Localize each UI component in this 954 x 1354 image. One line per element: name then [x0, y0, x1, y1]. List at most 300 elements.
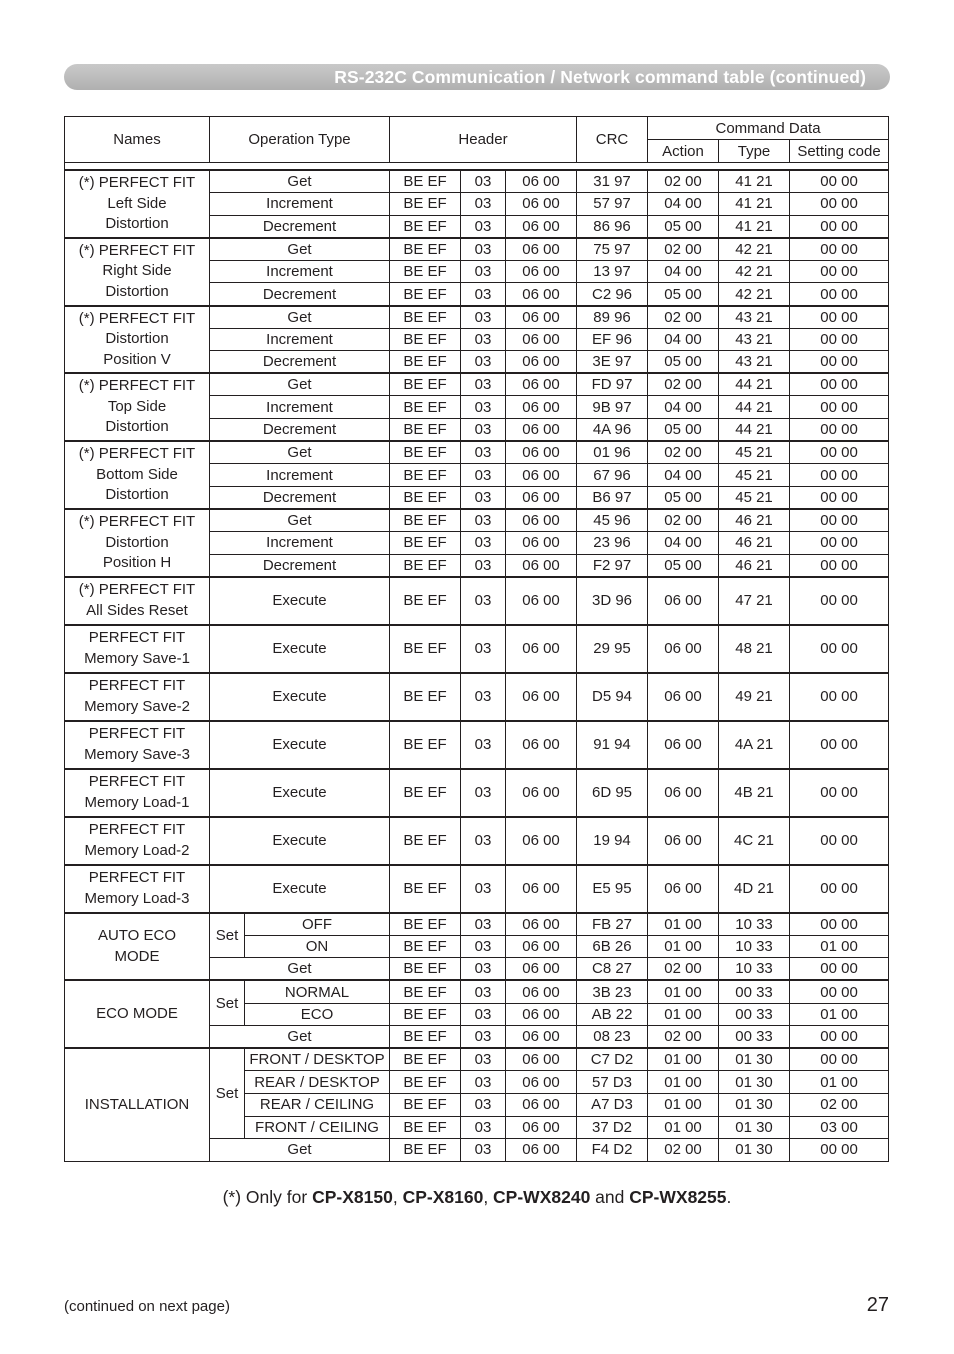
- type-value: 45 21: [719, 441, 790, 464]
- header-byte-3: 06 00: [506, 486, 577, 509]
- header-byte-1: BE EF: [390, 958, 461, 981]
- header-byte-1: BE EF: [390, 373, 461, 396]
- operation-type: Execute: [210, 817, 390, 865]
- type-value: 4C 21: [719, 817, 790, 865]
- setting-code-value: 00 00: [790, 170, 889, 193]
- header-byte-2: 03: [461, 193, 506, 216]
- header-byte-2: 03: [461, 373, 506, 396]
- crc-value: 67 96: [577, 464, 648, 487]
- setting-code-value: 00 00: [790, 419, 889, 442]
- table-row: [65, 721, 889, 769]
- header-byte-1: BE EF: [390, 193, 461, 216]
- header-byte-3: 06 00: [506, 913, 577, 936]
- row-name-line: PERFECT FIT: [88, 773, 186, 791]
- row-name: [65, 625, 210, 673]
- type-value: 10 33: [719, 913, 790, 936]
- crc-value: 08 23: [577, 1026, 648, 1049]
- setting-code-value: 00 00: [790, 283, 889, 306]
- type-value: 00 33: [719, 980, 790, 1003]
- setting-code-value: 00 00: [790, 215, 889, 238]
- header-byte-2: 03: [461, 1003, 506, 1026]
- header-byte-3: 06 00: [506, 396, 577, 419]
- header-byte-1: BE EF: [390, 396, 461, 419]
- row-name-line: PERFECT FIT: [88, 869, 186, 887]
- model-name: CP-WX8240: [493, 1187, 591, 1207]
- setting-code-value: 00 00: [790, 328, 889, 351]
- header-byte-3: 06 00: [506, 464, 577, 487]
- crc-value: 37 D2: [577, 1116, 648, 1139]
- header-byte-1: BE EF: [390, 673, 461, 721]
- row-name-line: (*) PERFECT FIT: [78, 309, 196, 327]
- header-byte-2: 03: [461, 351, 506, 374]
- operation-type: Execute: [210, 865, 390, 913]
- setting-code-value: 01 00: [790, 935, 889, 958]
- row-name-line: Memory Load-1: [84, 793, 190, 811]
- crc-value: B6 97: [577, 486, 648, 509]
- set-label: Set: [210, 1048, 245, 1138]
- row-name-line: ECO MODE: [96, 1005, 178, 1023]
- set-label: Set: [210, 913, 245, 958]
- header-byte-3: 06 00: [506, 1093, 577, 1116]
- header-byte-3: 06 00: [506, 419, 577, 442]
- header-byte-2: 03: [461, 1048, 506, 1071]
- crc-value: 9B 97: [577, 396, 648, 419]
- crc-value: 23 96: [577, 532, 648, 555]
- table-row: [65, 441, 889, 464]
- type-value: 44 21: [719, 419, 790, 442]
- setting-code-value: 00 00: [790, 193, 889, 216]
- header-byte-3: 06 00: [506, 170, 577, 193]
- type-value: 46 21: [719, 509, 790, 532]
- type-value: 10 33: [719, 935, 790, 958]
- section-banner: RS-232C Communication / Network command table (continued): [64, 64, 890, 90]
- header-byte-2: 03: [461, 958, 506, 981]
- row-name: [65, 980, 210, 1048]
- crc-value: F2 97: [577, 554, 648, 577]
- header-byte-3: 06 00: [506, 509, 577, 532]
- row-name-line: Left Side: [107, 194, 167, 212]
- header-byte-2: 03: [461, 419, 506, 442]
- setting-code-value: 00 00: [790, 1048, 889, 1071]
- crc-value: A7 D3: [577, 1093, 648, 1116]
- header-byte-3: 06 00: [506, 532, 577, 555]
- header-byte-2: 03: [461, 260, 506, 283]
- action-value: 05 00: [648, 554, 719, 577]
- header-byte-2: 03: [461, 441, 506, 464]
- action-value: 05 00: [648, 215, 719, 238]
- continued-note: (continued on next page): [64, 1298, 230, 1315]
- header-byte-2: 03: [461, 396, 506, 419]
- row-name-line: PERFECT FIT: [88, 629, 186, 647]
- operation-type: Execute: [210, 673, 390, 721]
- row-name-line: PERFECT FIT: [88, 725, 186, 743]
- header-byte-2: 03: [461, 721, 506, 769]
- table-row: [65, 306, 889, 329]
- table-row: [65, 913, 889, 936]
- header-byte-1: BE EF: [390, 721, 461, 769]
- command-table: [64, 116, 889, 1162]
- action-value: 06 00: [648, 769, 719, 817]
- type-value: 48 21: [719, 625, 790, 673]
- action-value: 01 00: [648, 1116, 719, 1139]
- header-byte-3: 06 00: [506, 306, 577, 329]
- operation-type: Decrement: [210, 419, 390, 442]
- crc-value: 6B 26: [577, 935, 648, 958]
- operation-type: ECO: [245, 1003, 390, 1026]
- operation-type: Get: [210, 958, 390, 981]
- header-byte-3: 06 00: [506, 373, 577, 396]
- action-value: 01 00: [648, 1071, 719, 1094]
- header-byte-2: 03: [461, 1139, 506, 1162]
- row-name-line: (*) PERFECT FIT: [78, 174, 196, 192]
- action-value: 01 00: [648, 1093, 719, 1116]
- header-byte-1: BE EF: [390, 554, 461, 577]
- operation-type: Increment: [210, 532, 390, 555]
- header-byte-3: 06 00: [506, 283, 577, 306]
- row-name-line: PERFECT FIT: [88, 677, 186, 695]
- operation-type: Increment: [210, 260, 390, 283]
- type-value: 43 21: [719, 306, 790, 329]
- crc-value: 3B 23: [577, 980, 648, 1003]
- operation-type: REAR / DESKTOP: [245, 1071, 390, 1094]
- crc-value: 91 94: [577, 721, 648, 769]
- action-value: 01 00: [648, 1048, 719, 1071]
- row-name-line: (*) PERFECT FIT: [78, 377, 196, 395]
- crc-value: 86 96: [577, 215, 648, 238]
- type-value: 4B 21: [719, 769, 790, 817]
- setting-code-value: 00 00: [790, 509, 889, 532]
- header-byte-1: BE EF: [390, 351, 461, 374]
- operation-type: Execute: [210, 625, 390, 673]
- action-value: 06 00: [648, 817, 719, 865]
- header-byte-1: BE EF: [390, 935, 461, 958]
- crc-value: E5 95: [577, 865, 648, 913]
- setting-code-value: 01 00: [790, 1003, 889, 1026]
- table-row: [65, 577, 889, 625]
- footnote-separator: and: [590, 1187, 630, 1207]
- setting-code-value: 00 00: [790, 238, 889, 261]
- type-value: 01 30: [719, 1116, 790, 1139]
- header-byte-1: BE EF: [390, 1026, 461, 1049]
- header-header: Header: [390, 117, 577, 163]
- header-byte-2: 03: [461, 577, 506, 625]
- header-byte-3: 06 00: [506, 441, 577, 464]
- header-byte-2: 03: [461, 464, 506, 487]
- action-value: 02 00: [648, 306, 719, 329]
- crc-value: C2 96: [577, 283, 648, 306]
- crc-value: 57 97: [577, 193, 648, 216]
- crc-value: C8 27: [577, 958, 648, 981]
- crc-value: C7 D2: [577, 1048, 648, 1071]
- type-value: 46 21: [719, 532, 790, 555]
- header-byte-3: 06 00: [506, 980, 577, 1003]
- header-byte-2: 03: [461, 215, 506, 238]
- header-byte-1: BE EF: [390, 260, 461, 283]
- setting-code-value: 00 00: [790, 1139, 889, 1162]
- action-value: 01 00: [648, 913, 719, 936]
- header-byte-2: 03: [461, 532, 506, 555]
- type-value: 4D 21: [719, 865, 790, 913]
- setting-code-value: 00 00: [790, 373, 889, 396]
- header-action: Action: [648, 140, 719, 163]
- operation-type: OFF: [245, 913, 390, 936]
- header-byte-1: BE EF: [390, 865, 461, 913]
- row-name-line: PERFECT FIT: [88, 821, 186, 839]
- header-byte-2: 03: [461, 238, 506, 261]
- row-name-line: Bottom Side: [96, 465, 178, 483]
- header-byte-1: BE EF: [390, 577, 461, 625]
- operation-type: Increment: [210, 328, 390, 351]
- row-name-line: (*) PERFECT FIT: [78, 241, 196, 259]
- action-value: 02 00: [648, 238, 719, 261]
- row-name-line: (*) PERFECT FIT: [78, 581, 196, 599]
- table-row: [65, 238, 889, 261]
- operation-type: FRONT / CEILING: [245, 1116, 390, 1139]
- operation-type: Decrement: [210, 486, 390, 509]
- header-byte-2: 03: [461, 1093, 506, 1116]
- setting-code-value: 00 00: [790, 532, 889, 555]
- header-byte-1: BE EF: [390, 1116, 461, 1139]
- row-name: [65, 1048, 210, 1161]
- row-name-line: Right Side: [102, 262, 172, 280]
- row-name: [65, 238, 210, 306]
- crc-value: 3E 97: [577, 351, 648, 374]
- row-name: [65, 721, 210, 769]
- row-name-line: Distortion: [105, 418, 169, 436]
- setting-code-value: 00 00: [790, 769, 889, 817]
- type-value: 41 21: [719, 170, 790, 193]
- header-byte-3: 06 00: [506, 577, 577, 625]
- table-row: [65, 980, 889, 1003]
- operation-type: Get: [210, 373, 390, 396]
- footnote-separator: ,: [483, 1187, 494, 1207]
- row-name-line: MODE: [114, 947, 160, 965]
- crc-value: 01 96: [577, 441, 648, 464]
- header-byte-3: 06 00: [506, 817, 577, 865]
- model-name: CP-X8150: [312, 1187, 393, 1207]
- header-byte-2: 03: [461, 769, 506, 817]
- row-name-line: Position H: [102, 554, 172, 572]
- crc-value: AB 22: [577, 1003, 648, 1026]
- action-value: 06 00: [648, 721, 719, 769]
- type-value: 10 33: [719, 958, 790, 981]
- action-value: 06 00: [648, 625, 719, 673]
- setting-code-value: 00 00: [790, 1026, 889, 1049]
- action-value: 02 00: [648, 441, 719, 464]
- operation-type: Execute: [210, 769, 390, 817]
- operation-type: Execute: [210, 577, 390, 625]
- header-byte-1: BE EF: [390, 1071, 461, 1094]
- header-byte-3: 06 00: [506, 721, 577, 769]
- header-byte-2: 03: [461, 328, 506, 351]
- header-crc: CRC: [577, 117, 648, 163]
- header-byte-2: 03: [461, 913, 506, 936]
- row-name-line: Memory Save-2: [84, 697, 190, 715]
- type-value: 49 21: [719, 673, 790, 721]
- header-byte-2: 03: [461, 1026, 506, 1049]
- header-type: Type: [719, 140, 790, 163]
- header-byte-2: 03: [461, 509, 506, 532]
- type-value: 01 30: [719, 1093, 790, 1116]
- header-byte-3: 06 00: [506, 1116, 577, 1139]
- row-name-line: Position V: [103, 350, 171, 368]
- row-name: [65, 865, 210, 913]
- header-byte-1: BE EF: [390, 1003, 461, 1026]
- row-name-line: Distortion: [105, 330, 169, 348]
- operation-type: Decrement: [210, 283, 390, 306]
- setting-code-value: 00 00: [790, 260, 889, 283]
- operation-type: Get: [210, 1139, 390, 1162]
- action-value: 02 00: [648, 1026, 719, 1049]
- header-byte-2: 03: [461, 170, 506, 193]
- crc-value: F4 D2: [577, 1139, 648, 1162]
- operation-type: Increment: [210, 193, 390, 216]
- header-byte-3: 06 00: [506, 215, 577, 238]
- table-row: [65, 769, 889, 817]
- row-name-line: Distortion: [105, 215, 169, 233]
- header-byte-2: 03: [461, 283, 506, 306]
- row-name: [65, 441, 210, 509]
- header-byte-1: BE EF: [390, 1048, 461, 1071]
- crc-value: 19 94: [577, 817, 648, 865]
- header-byte-3: 06 00: [506, 1003, 577, 1026]
- header-operation-type: Operation Type: [210, 117, 390, 163]
- header-byte-1: BE EF: [390, 486, 461, 509]
- action-value: 04 00: [648, 464, 719, 487]
- type-value: 00 33: [719, 1003, 790, 1026]
- action-value: 05 00: [648, 486, 719, 509]
- footnote-suffix: .: [726, 1187, 732, 1207]
- header-byte-1: BE EF: [390, 1093, 461, 1116]
- header-byte-2: 03: [461, 673, 506, 721]
- crc-value: D5 94: [577, 673, 648, 721]
- operation-type: Execute: [210, 721, 390, 769]
- crc-value: 89 96: [577, 306, 648, 329]
- setting-code-value: 00 00: [790, 673, 889, 721]
- setting-code-value: 01 00: [790, 1071, 889, 1094]
- crc-value: 45 96: [577, 509, 648, 532]
- header-byte-2: 03: [461, 980, 506, 1003]
- setting-code-value: 00 00: [790, 441, 889, 464]
- header-byte-3: 06 00: [506, 554, 577, 577]
- type-value: 41 21: [719, 215, 790, 238]
- setting-code-value: 03 00: [790, 1116, 889, 1139]
- setting-code-value: 00 00: [790, 396, 889, 419]
- header-byte-2: 03: [461, 486, 506, 509]
- header-byte-3: 06 00: [506, 673, 577, 721]
- row-name-line: Top Side: [107, 397, 167, 415]
- action-value: 02 00: [648, 170, 719, 193]
- row-name: [65, 913, 210, 981]
- setting-code-value: 00 00: [790, 913, 889, 936]
- action-value: 06 00: [648, 577, 719, 625]
- header-byte-3: 06 00: [506, 958, 577, 981]
- header-byte-1: BE EF: [390, 170, 461, 193]
- action-value: 01 00: [648, 1003, 719, 1026]
- operation-type: Get: [210, 306, 390, 329]
- header-byte-1: BE EF: [390, 1139, 461, 1162]
- operation-type: Increment: [210, 396, 390, 419]
- setting-code-value: 00 00: [790, 464, 889, 487]
- operation-type: Get: [210, 509, 390, 532]
- header-setting-code: Setting code: [790, 140, 889, 163]
- action-value: 04 00: [648, 328, 719, 351]
- type-value: 43 21: [719, 351, 790, 374]
- action-value: 04 00: [648, 193, 719, 216]
- crc-value: 6D 95: [577, 769, 648, 817]
- model-name: CP-WX8255: [629, 1187, 727, 1207]
- operation-type: Get: [210, 441, 390, 464]
- page-number: 27: [866, 1294, 889, 1316]
- crc-value: FB 27: [577, 913, 648, 936]
- model-name: CP-X8160: [402, 1187, 484, 1207]
- crc-value: 31 97: [577, 170, 648, 193]
- header-byte-1: BE EF: [390, 328, 461, 351]
- action-value: 04 00: [648, 260, 719, 283]
- footnote: [0, 1187, 954, 1208]
- operation-type: NORMAL: [245, 980, 390, 1003]
- footnote-separator: ,: [392, 1187, 403, 1207]
- action-value: 06 00: [648, 865, 719, 913]
- operation-type: Get: [210, 1026, 390, 1049]
- operation-type: Decrement: [210, 351, 390, 374]
- header-byte-1: BE EF: [390, 419, 461, 442]
- action-value: 04 00: [648, 396, 719, 419]
- setting-code-value: 00 00: [790, 980, 889, 1003]
- action-value: 05 00: [648, 419, 719, 442]
- header-byte-3: 06 00: [506, 238, 577, 261]
- header-byte-3: 06 00: [506, 625, 577, 673]
- operation-type: Get: [210, 238, 390, 261]
- action-value: 05 00: [648, 283, 719, 306]
- header-byte-1: BE EF: [390, 306, 461, 329]
- row-name-line: (*) PERFECT FIT: [78, 445, 196, 463]
- crc-value: FD 97: [577, 373, 648, 396]
- header-byte-2: 03: [461, 865, 506, 913]
- type-value: 42 21: [719, 283, 790, 306]
- crc-value: 57 D3: [577, 1071, 648, 1094]
- row-name: [65, 306, 210, 374]
- type-value: 45 21: [719, 486, 790, 509]
- action-value: 01 00: [648, 980, 719, 1003]
- type-value: 46 21: [719, 554, 790, 577]
- header-byte-1: BE EF: [390, 441, 461, 464]
- row-name-line: Distortion: [105, 486, 169, 504]
- type-value: 4A 21: [719, 721, 790, 769]
- row-name: [65, 373, 210, 441]
- action-value: 05 00: [648, 351, 719, 374]
- setting-code-value: 00 00: [790, 958, 889, 981]
- type-value: 44 21: [719, 396, 790, 419]
- type-value: 41 21: [719, 193, 790, 216]
- table-row: [65, 673, 889, 721]
- table-row: [65, 1048, 889, 1071]
- row-name-line: Memory Save-3: [84, 745, 190, 763]
- header-byte-3: 06 00: [506, 351, 577, 374]
- header-byte-3: 06 00: [506, 935, 577, 958]
- header-byte-2: 03: [461, 554, 506, 577]
- type-value: 00 33: [719, 1026, 790, 1049]
- header-byte-3: 06 00: [506, 1139, 577, 1162]
- header-command-data: Command Data: [648, 117, 889, 140]
- table-row: [65, 373, 889, 396]
- setting-code-value: 00 00: [790, 554, 889, 577]
- operation-type: FRONT / DESKTOP: [245, 1048, 390, 1071]
- crc-value: EF 96: [577, 328, 648, 351]
- footnote-prefix: (*) Only for: [222, 1187, 313, 1207]
- table-row: [65, 625, 889, 673]
- row-name-line: AUTO ECO: [97, 927, 177, 945]
